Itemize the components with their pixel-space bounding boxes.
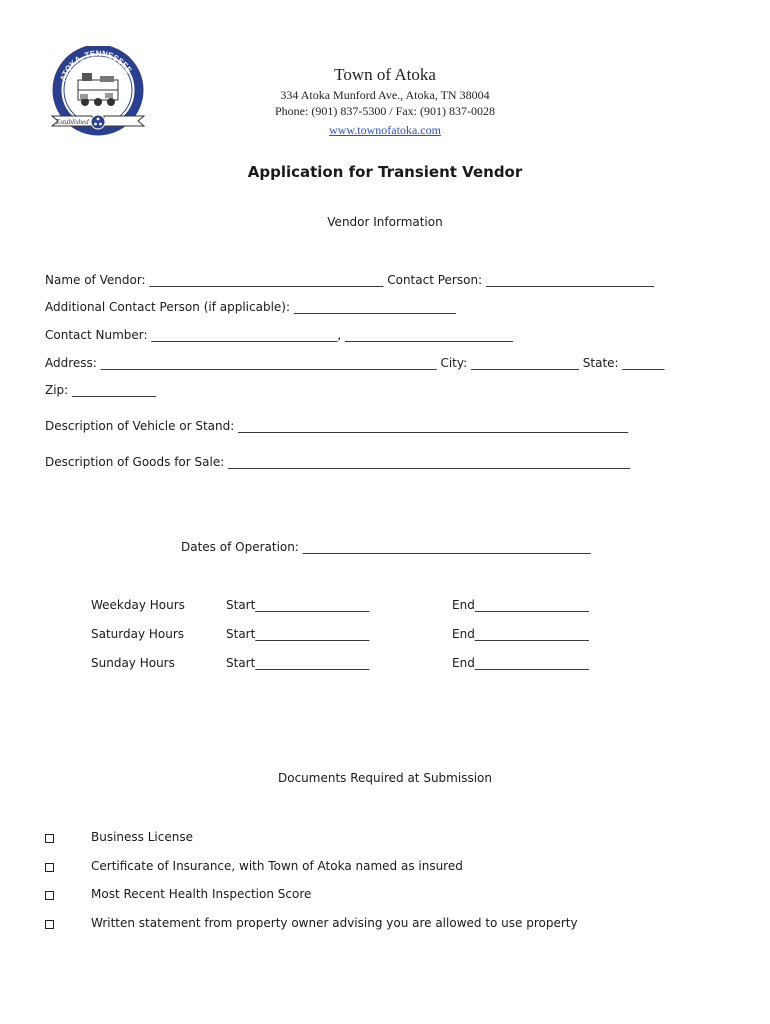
business-license-checkbox[interactable] [45,834,54,843]
business-license-label: Business License [91,830,193,844]
documents-heading: Documents Required at Submission [278,771,492,785]
seal-banner-text: Established [56,118,89,126]
weekday-hours-label: Weekday Hours [91,598,185,612]
weekday-end-field[interactable]: End___________________ [452,598,589,612]
vehicle-description-field-line[interactable]: Description of Vehicle or Stand: _________________________________________________________________ [45,419,629,433]
weekday-start-field[interactable]: Start___________________ [226,598,370,612]
sunday-end-field[interactable]: End___________________ [452,656,589,670]
sunday-hours-label: Sunday Hours [91,656,175,670]
vendor-name-field-line[interactable]: Name of Vendor: _______________________________________ Contact Person: ____________________________ [45,273,654,287]
property-statement-checkbox[interactable] [45,920,54,929]
health-inspection-checkbox[interactable] [45,891,54,900]
town-address: 334 Atoka Munford Ave., Atoka, TN 38004 [280,88,490,102]
saturday-end-field[interactable]: End___________________ [452,627,589,641]
website-row [0,123,770,138]
saturday-start-field[interactable]: Start___________________ [226,627,370,641]
vendor-info-heading: Vendor Information [327,215,443,229]
saturday-hours-label: Saturday Hours [91,627,185,641]
address-field-line[interactable]: Address: ________________________________________________________ City: __________________ State: _______ [45,356,665,370]
page-title: Application for Transient Vendor [247,163,523,181]
insurance-certificate-checkbox[interactable] [45,863,54,872]
contact-number-field-line[interactable]: Contact Number: _______________________________, ____________________________ [45,328,513,342]
sunday-start-field[interactable]: Start___________________ [226,656,370,670]
website-link[interactable]: www.townofatoka.com [329,123,441,137]
dates-of-operation-field-line[interactable]: Dates of Operation: ________________________________________________ [181,540,591,554]
town-name: Town of Atoka [334,65,436,84]
town-phone-fax: Phone: (901) 837-5300 / Fax: (901) 837-0028 [275,104,495,118]
seal-arc-text: ATOKA, TENNESSEE [58,48,134,83]
goods-description-field-line[interactable]: Description of Goods for Sale: ___________________________________________________________________ [45,455,631,469]
insurance-certificate-label: Certificate of Insurance, with Town of Atoka named as insured [91,859,463,873]
zip-field-line[interactable]: Zip: ______________ [45,383,157,397]
health-inspection-label: Most Recent Health Inspection Score [91,887,312,901]
property-statement-label: Written statement from property owner advising you are allowed to use property [91,916,578,930]
additional-contact-field-line[interactable]: Additional Contact Person (if applicable): ___________________________ [45,300,456,314]
